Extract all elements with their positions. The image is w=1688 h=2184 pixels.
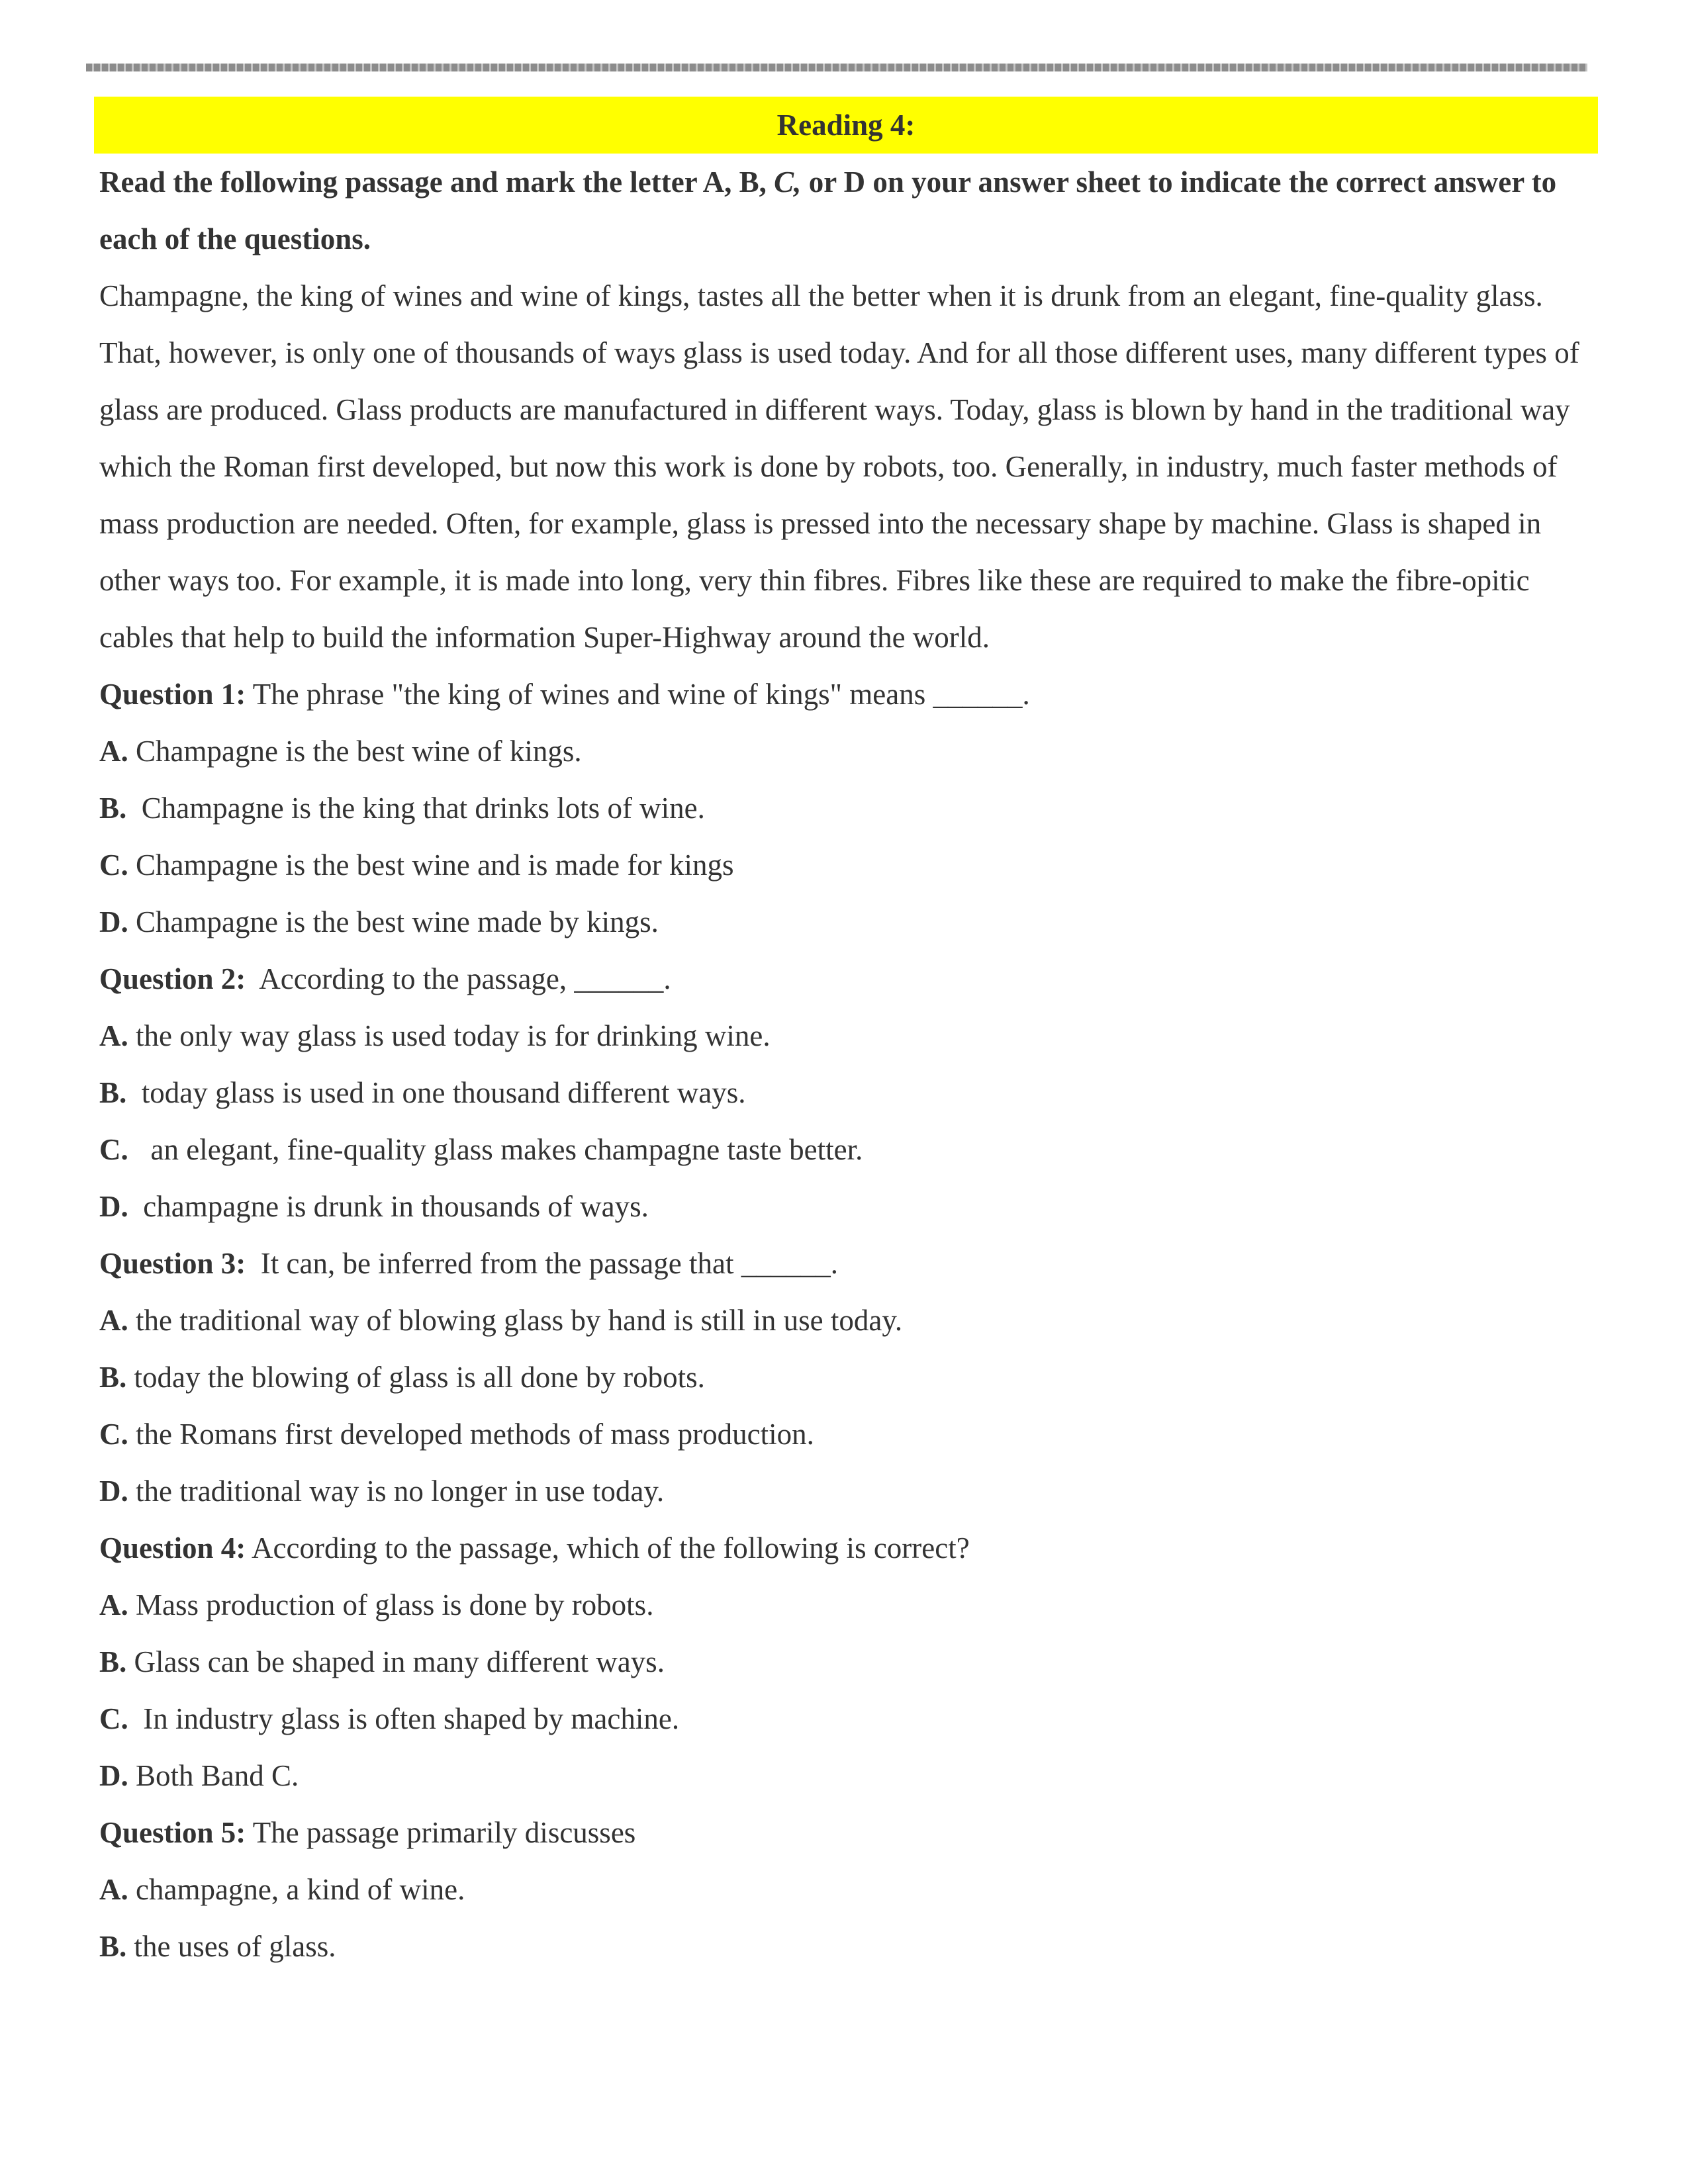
option-letter: D.	[99, 1475, 128, 1508]
option-3c[interactable]	[99, 1406, 1587, 1463]
option-2b[interactable]	[99, 1064, 1587, 1121]
option-2a[interactable]	[99, 1007, 1587, 1064]
option-text: an elegant, fine-quality glass makes champagne taste better.	[128, 1133, 863, 1166]
instructions-c-letter: C,	[774, 165, 802, 199]
option-1b[interactable]	[99, 780, 1587, 837]
question-1	[99, 666, 1587, 723]
option-1d[interactable]	[99, 893, 1587, 950]
option-text: Glass can be shaped in many different ways.	[126, 1645, 665, 1678]
option-4d[interactable]	[99, 1747, 1587, 1804]
option-letter: B.	[99, 792, 127, 825]
question-text: According to the passage, ______.	[246, 962, 671, 995]
option-2d[interactable]	[99, 1178, 1587, 1235]
option-4c[interactable]	[99, 1690, 1587, 1747]
option-letter: B.	[99, 1076, 127, 1109]
option-text: today the blowing of glass is all done by robots.	[126, 1361, 705, 1394]
option-letter: B.	[99, 1645, 127, 1678]
question-label: Question 2:	[99, 962, 246, 995]
question-text: The phrase "the king of wines and wine of kings" means ______.	[246, 678, 1030, 711]
question-text: It can, be inferred from the passage that ______.	[246, 1247, 838, 1280]
option-text: today glass is used in one thousand different ways.	[126, 1076, 746, 1109]
option-letter: A.	[99, 1019, 128, 1052]
heading-text: Reading 4:	[776, 109, 915, 142]
question-label: Question 1:	[99, 678, 246, 711]
option-text: Champagne is the best wine and is made for kings	[128, 848, 734, 882]
question-label: Question 4:	[99, 1531, 246, 1565]
top-divider-rule	[86, 64, 1587, 71]
question-label: Question 5:	[99, 1816, 246, 1849]
instructions	[99, 154, 1587, 267]
option-text: the Romans first developed methods of mass production.	[128, 1418, 814, 1451]
reading-passage: Champagne, the king of wines and wine of kings, tastes all the better when it is drunk from an elegant, fine-quality glass. That, however, is only one of thousands of ways glass is used today. And for all those different uses, many different types of glass are produced. Glass products are manufactured in different ways. Today, glass is blown by hand in the traditional way which the Roman first developed, but now this work is done by robots, too. Generally, in industry, much faster methods of mass production are needed. Often, for example, glass is pressed into the necessary shape by machine. Glass is shaped in other ways too. For example, it is made into long, very thin fibres. Fibres like these are required to make the fibre-opitic cables that help to build the information Super-Highway around the world.	[99, 279, 1579, 654]
page-content	[99, 97, 1587, 1975]
option-letter: D.	[99, 1759, 128, 1792]
question-2	[99, 950, 1587, 1007]
option-4b[interactable]	[99, 1633, 1587, 1690]
option-text: champagne is drunk in thousands of ways.	[128, 1190, 649, 1223]
question-label: Question 3:	[99, 1247, 246, 1280]
option-letter: A.	[99, 1873, 128, 1906]
option-letter: C.	[99, 1418, 128, 1451]
option-letter: C.	[99, 1702, 128, 1735]
option-letter: D.	[99, 905, 128, 938]
option-text: In industry glass is often shaped by machine.	[128, 1702, 680, 1735]
option-letter: A.	[99, 735, 128, 768]
option-letter: B.	[99, 1361, 127, 1394]
option-letter: B.	[99, 1930, 127, 1963]
instructions-part2: or D on your answer sheet to indicate the correct answer to each of the questions.	[99, 165, 1557, 255]
option-text: Both Band C.	[128, 1759, 299, 1792]
option-letter: A.	[99, 1588, 128, 1621]
option-4a[interactable]	[99, 1576, 1587, 1633]
question-5	[99, 1804, 1587, 1861]
option-3a[interactable]	[99, 1292, 1587, 1349]
option-text: champagne, a kind of wine.	[128, 1873, 465, 1906]
question-3	[99, 1235, 1587, 1292]
instructions-part1: Read the following passage and mark the letter A, B,	[99, 165, 774, 199]
question-text: According to the passage, which of the following is correct?	[246, 1531, 970, 1565]
option-letter: D.	[99, 1190, 128, 1223]
option-text: Champagne is the best wine of kings.	[128, 735, 582, 768]
option-text: the only way glass is used today is for drinking wine.	[128, 1019, 771, 1052]
option-text: Mass production of glass is done by robots.	[128, 1588, 654, 1621]
option-2c[interactable]	[99, 1121, 1587, 1178]
reading-heading	[94, 97, 1598, 154]
option-5a[interactable]	[99, 1861, 1587, 1918]
option-text: Champagne is the king that drinks lots of wine.	[126, 792, 705, 825]
option-letter: C.	[99, 1133, 128, 1166]
option-3d[interactable]	[99, 1463, 1587, 1520]
option-letter: C.	[99, 848, 128, 882]
option-text: the uses of glass.	[126, 1930, 336, 1963]
option-1a[interactable]	[99, 723, 1587, 780]
option-1c[interactable]	[99, 837, 1587, 893]
option-5b[interactable]	[99, 1918, 1587, 1975]
option-text: the traditional way of blowing glass by hand is still in use today.	[128, 1304, 903, 1337]
question-4	[99, 1520, 1587, 1576]
option-letter: A.	[99, 1304, 128, 1337]
option-text: Champagne is the best wine made by kings.	[128, 905, 659, 938]
question-text: The passage primarily discusses	[246, 1816, 636, 1849]
option-3b[interactable]	[99, 1349, 1587, 1406]
option-text: the traditional way is no longer in use today.	[128, 1475, 665, 1508]
